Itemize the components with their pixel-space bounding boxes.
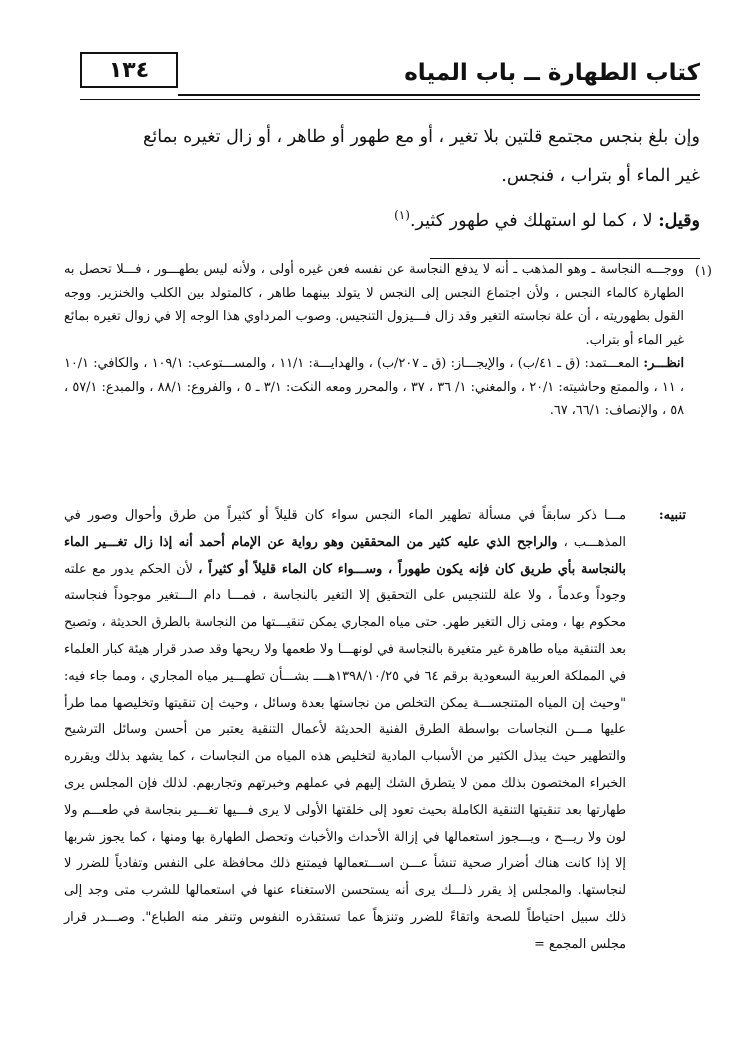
main-line: وإن بلغ بنجس مجتمع قلتين بلا تغير ، أو مع طهور أو طاهر ، أو زال تغيره بمائع: [143, 127, 700, 147]
header-rule-thin: [80, 99, 700, 100]
footnote-marker: (١): [694, 264, 712, 279]
refs-list: المعـــتمد: (ق ـ ٤١/ب) ، والإيجـــاز: (ق ـ ٢٠٧/ب) ، والهدايـــة: ١١/١ ، والمســـتوعب: ١٠٩/١ ، والكافي: ١٠/١ ، ١١ ، والممتع وحاشيته: ٢٠/١ ، والمغني: ١/ ٣٦ ، ٣٧ ، والمحرر ومعه النكت: ٣/١ ـ ٥ ، والفروع: ٨٨/١ ، والمبدع: ٥٧/١ ، ٥٨ ، والإنصاف: ٦٦/١، ٦٧.: [64, 356, 684, 418]
main-text: [58, 118, 700, 241]
note-text-cont: لأن الحكم يدور مع علته وجوداً وعدماً ، ولا علة للتنجيس على التحقيق إلا التغير بالنجاسة ، فمـــا دام الـــتغير موجوداً فنجاسته محكوم بها ، ومتى زال التغير طهر. حتى مياه المجاري يمكن تنقيـــتها من النجاسة بالطرق الحديثة ، وتصبح بعد التنقية مياه طاهرة غير متغيرة بالنجاسة في لونهـــا ولا طعمها ولا ريحها وقد صدر قرار هيئة كبار العلماء في المملكة العربية السعودية برقم ٦٤ في ١٣٩٨/١٠/٢٥هــــ بشـــأن تطهـــير مياه المجاري ، ومما جاء فيه: "وحيث إن المياه المتنجســـة يمكن التخلص من نجاستها بعدة وسائل ، وحيث إن تنقيتها وتخليصها مما طرأ عليها مـــن النجاسات بواسطة الطرق الفنية الحديثة لأعمال التنقية يعتبر من أحسن وسائل الترشيح والتطهير حيث يبذل الكثير من الأسباب المادية لتخليص هذه المياه من النجاسات ، كما يشهد بذلك ويقرره الخبراء المختصون بذلك ممن لا يتطرق الشك إليهم في عملهم وخبرتهم وتجاربهم. لذلك فإن المجلس يرى طهارتها بعد تنقيتها التنقية الكاملة بحيث تعود إلى خلقتها الأولى لا يرى فـــيها تغـــير بنجاسة في طعـــم ولا لون ولا ريـــح ، ويـــجوز استعمالها في إزالة الأحداث والأخباث وتحصل الطهارة بها ومنها ، كما يجوز شربها إلا إذا كانت هناك أضرار صحية تنشأ عـــن اســـتعمالها فيمتنع ذلك محافظة على النفس وتفادياً للضرر لا لنجاستها. والمجلس إذ يقرر ذلـــك يرى أنه يستحسن الاستغناء عنها في استعمالها للشرب متى وجد إلى ذلك سبيل احتياطاً للصحة واتقاءً للضرر وتنزهاً عما تستقذره النفوس وتنفر منه الطباع". وصـــدر قرار مجلس المجمع =: [64, 561, 627, 952]
header-rule: [178, 94, 700, 96]
page-number: ١٣٤: [80, 52, 178, 88]
footnote-body: ووجـــه النجاسة ـ وهو المذهب ـ أنه لا يدفع النجاسة عن نفسه فعن غيره أولى ، ولأنه ليس بطهـــور ، فـــلا تحصل به الطهارة كالماء النجس ، ولأن اجتماع النجس إلى النجس لا يتولد بينهما طاهر ، كالمتولد بين الكلب والخنزير. ووجه القول بطهوريته ، أن علة نجاسته التغير وقد زال فـــيزول التنجيس. وصوب المرداوي هذا الوجه إلا في زوال تغيره بمائع غير الماء أو بتراب.: [64, 262, 684, 348]
opinion-label: وقيل:: [658, 210, 700, 231]
note-text: مـــا ذكر سابقاً في مسألة تطهير الماء النجس سواء كان قليلاً أو كثيراً من طرق وأحوال وصور في المذهـــب ،: [64, 508, 626, 550]
footnote-ref: (١): [394, 208, 410, 222]
page-header: [60, 50, 700, 102]
main-line: [58, 196, 700, 241]
opinion-text: لا ، كما لو استهلك في طهور كثير.: [409, 210, 659, 231]
footnote: [64, 258, 712, 423]
note-body: [64, 503, 626, 959]
main-line: غير الماء أو بتراب ، فنجس.: [501, 166, 700, 186]
chapter-title: كتاب الطهارة ــ باب المياه: [404, 60, 700, 86]
note-block: [64, 503, 686, 959]
footnote-refs: [64, 352, 684, 423]
note-emphasis: والراجح الذي عليه كثير من المحققين وهو رواية عن الإمام أحمد أنه إذا زال تغـــير الماء بالنجاسة بأي طريق كان فإنه يكون طهوراً ، وســـواء كان الماء قليلاً أو كثيراً ،: [64, 534, 626, 577]
note-label: تنبيه:: [658, 508, 686, 523]
refs-label: انظـــر:: [643, 356, 685, 371]
